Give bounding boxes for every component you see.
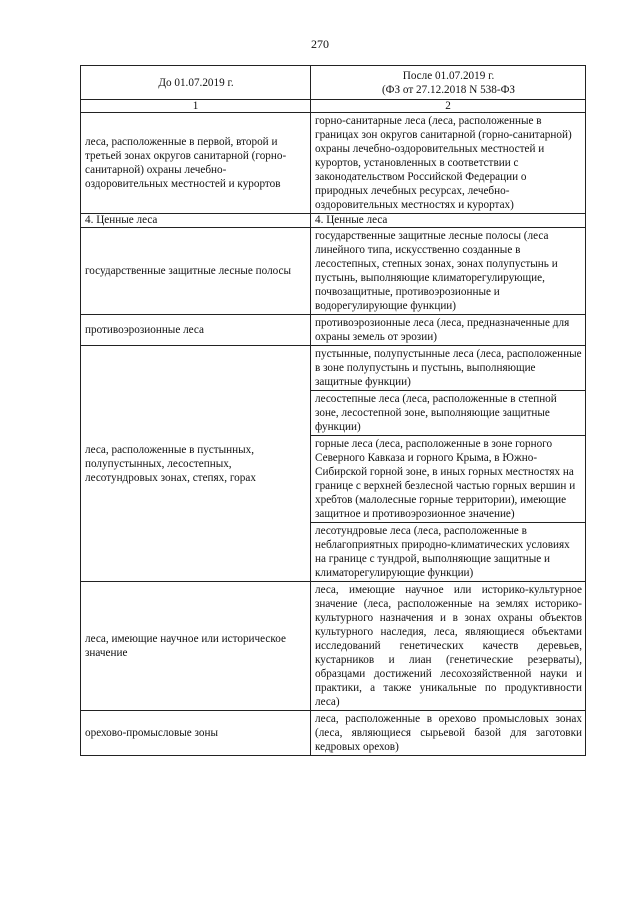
row-after-cell: государственные защитные лесные полосы (леса линейного типа, искусственно созданные в лесостепных, степных зонах, зонах полупустынь и пустынь, выполняющие климаторегулирующие, почвозащитные, противоэрозионные и водорегулирующие функции) xyxy=(311,228,586,315)
page-number: 270 xyxy=(311,37,329,51)
table-row xyxy=(81,346,586,391)
header-after-line2: (ФЗ от 27.12.2018 N 538-ФЗ xyxy=(381,83,516,96)
header-after-line1: После 01.07.2019 г. xyxy=(402,69,495,82)
row-before-cell: леса, расположенные в первой, второй и третьей зонах округов санитарной (горно-санитарной) охраны лечебно-оздоровительных местностей и курортов xyxy=(81,113,311,214)
row-before-cell: леса, расположенные в пустынных, полупустынных, лесостепных, лесотундровых зонах, степях, горах xyxy=(81,346,311,582)
column-number-row xyxy=(81,100,586,113)
table-row xyxy=(81,315,586,346)
header-after xyxy=(311,66,586,100)
row-before-cell: государственные защитные лесные полосы xyxy=(81,228,311,315)
row-after-cell: горные леса (леса, расположенные в зоне горного Северного Кавказа и горного Крыма, в Южно-Сибирской горной зоне, в иных горных местностях на границе с верхней безлесной частью горных вершин и хребтов (малолесные горные территории), имеющие защитное и противоэрозионное значение) xyxy=(311,436,586,523)
comparison-table xyxy=(80,65,586,756)
table-row xyxy=(81,582,586,711)
table-row xyxy=(81,711,586,756)
row-after-cell: леса, имеющие научное или историко-культурное значение (леса, расположенные на землях историко-культурного назначения и в зонах охраны объектов культурного наследия, леса, являющиеся объектами исследований генетических качеств деревьев, кустарников и лиан (генетические резерваты), образцами достижений лесохозяйственной науки и практики, а также уникальные по продуктивности леса) xyxy=(311,582,586,711)
header-before: До 01.07.2019 г. xyxy=(81,66,311,100)
section-row xyxy=(81,214,586,228)
row-before-cell: орехово-промысловые зоны xyxy=(81,711,311,756)
section-before-cell: 4. Ценные леса xyxy=(81,214,311,228)
column-number-2: 2 xyxy=(311,100,586,113)
table-row xyxy=(81,228,586,315)
row-after-cell: пустынные, полупустынные леса (леса, расположенные в зоне полупустынь и пустынь, выполняющие защитные функции) xyxy=(311,346,586,391)
table-row xyxy=(81,113,586,214)
section-after-cell: 4. Ценные леса xyxy=(311,214,586,228)
row-after-cell: противоэрозионные леса (леса, предназначенные для охраны земель от эрозии) xyxy=(311,315,586,346)
row-after-cell: лесотундровые леса (леса, расположенные в неблагоприятных природно-климатических условиях на границе с тундрой, выполняющие защитные и климаторегулирующие функции) xyxy=(311,523,586,582)
row-after-cell: горно-санитарные леса (леса, расположенные в границах зон округов санитарной (горно-санитарной) охраны лечебно-оздоровительных местностей и курортов, установленных в соответствии с законодательством Российской Федерации о природных лечебных ресурсах, лечебно-оздоровительных местностях и курортах) xyxy=(311,113,586,214)
row-after-cell: лесостепные леса (леса, расположенные в степной зоне, лесостепной зоне, выполняющие защитные функции) xyxy=(311,391,586,436)
row-after-cell: леса, расположенные в орехово промысловых зонах (леса, являющиеся сырьевой базой для заготовки кедровых орехов) xyxy=(311,711,586,756)
column-number-1: 1 xyxy=(81,100,311,113)
row-before-cell: противоэрозионные леса xyxy=(81,315,311,346)
table-header-row xyxy=(81,66,586,100)
row-before-cell: леса, имеющие научное или историческое значение xyxy=(81,582,311,711)
